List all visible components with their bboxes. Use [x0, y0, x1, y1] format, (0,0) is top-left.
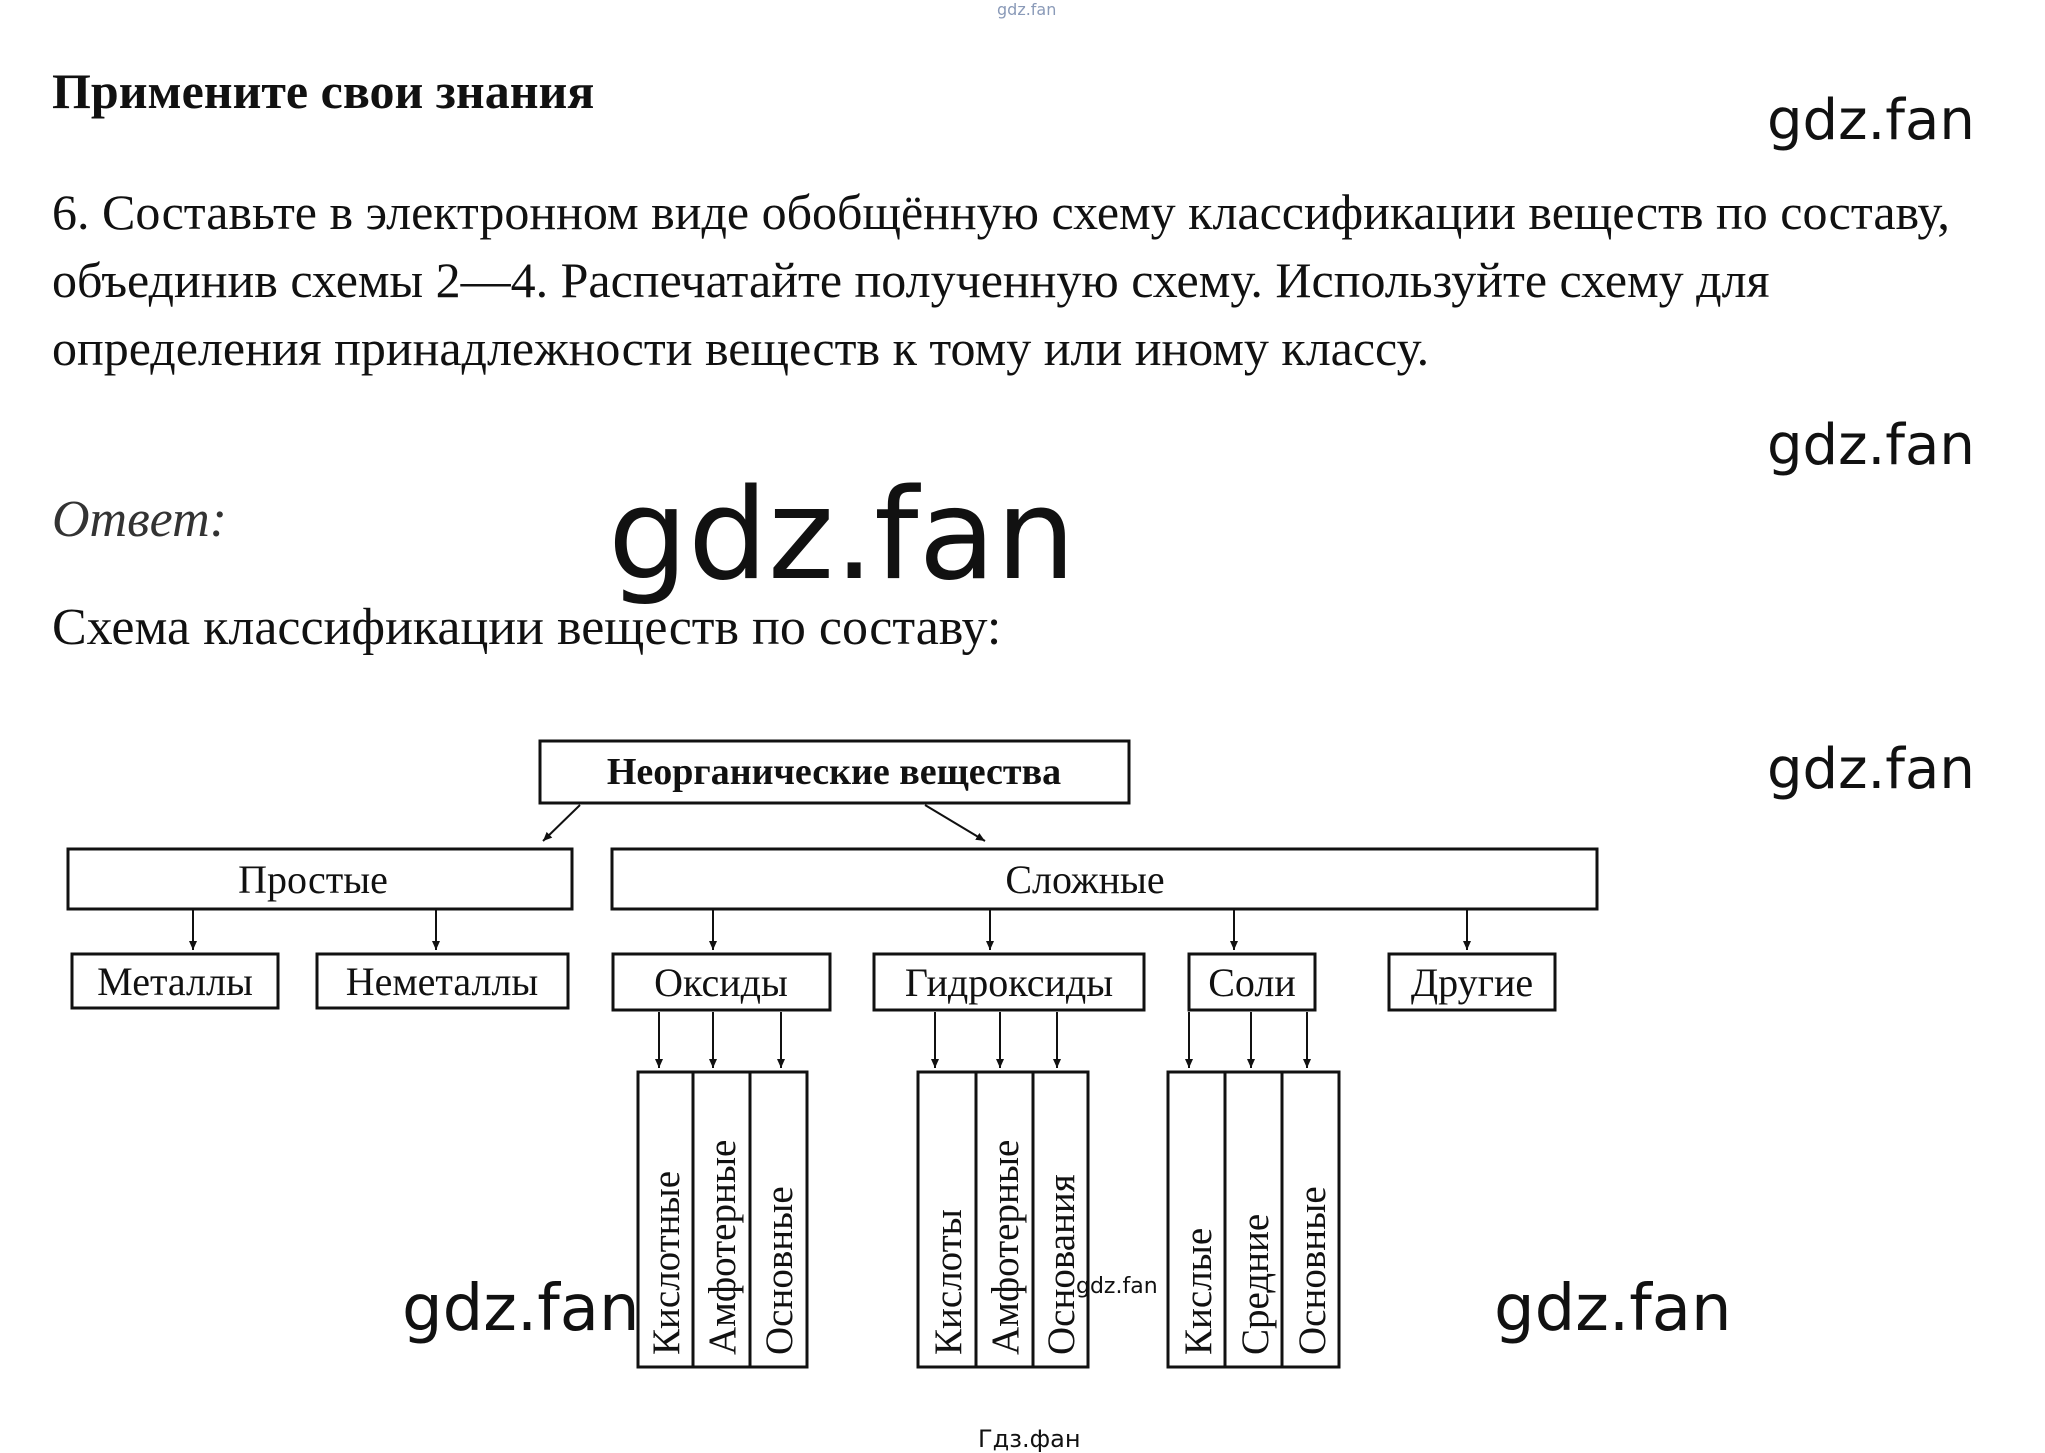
hydroxide-subtype-amphoteric: Амфотерные [984, 1139, 1027, 1355]
hydroxide-subtype-bases: Основания [1040, 1174, 1083, 1355]
oxide-subtype-acidic: Кислотные [645, 1170, 688, 1355]
watermark-bottom-left: gdz.fan [402, 1272, 640, 1346]
footer-watermark: Гдз.фан [978, 1425, 1081, 1453]
salt-subtype-normal: Средние [1234, 1213, 1277, 1355]
hydroxide-subtype-acids: Кислоты [927, 1209, 970, 1355]
salts-label: Соли [1208, 960, 1296, 1005]
watermark-right-2: gdz.fan [1767, 413, 1975, 478]
metals-label: Металлы [97, 959, 253, 1004]
watermark-bottom-small: gdz.fan [1076, 1274, 1158, 1299]
salt-subtype-acidic: Кислые [1177, 1227, 1220, 1355]
simple-label: Простые [238, 857, 388, 902]
watermark-right-3: gdz.fan [1767, 737, 1975, 802]
watermark-bottom-right: gdz.fan [1494, 1272, 1732, 1346]
oxides-label: Оксиды [654, 960, 788, 1005]
hydroxides-label: Гидроксиды [904, 960, 1114, 1005]
task-text: 6. Составьте в электронном виде обобщённую схему классификации веществ по составу, объединив схемы 2—4. Распечатайте полученную схему. Используйте схему для определения принадлежности веществ к тому или иному классу. [52, 184, 1950, 376]
watermark-top-tiny: gdz.fan [997, 0, 1057, 19]
others-label: Другие [1410, 960, 1534, 1005]
oxide-subtype-amphoteric: Амфотерные [701, 1139, 744, 1355]
arrows [193, 805, 1467, 1068]
nonmetals-label: Неметаллы [345, 959, 539, 1004]
answer-label: Ответ: [52, 491, 227, 548]
oxide-subtype-basic: Основные [758, 1186, 801, 1355]
watermark-big-center: gdz.fan [608, 461, 1076, 608]
section-heading: Примените свои знания [52, 63, 595, 119]
watermark-right-1: gdz.fan [1767, 88, 1975, 153]
salt-subtype-basic: Основные [1291, 1186, 1334, 1355]
root-label: Неорганические вещества [606, 751, 1062, 793]
complex-label: Сложные [1005, 857, 1165, 902]
scheme-title: Схема классификации веществ по составу: [52, 599, 1002, 656]
